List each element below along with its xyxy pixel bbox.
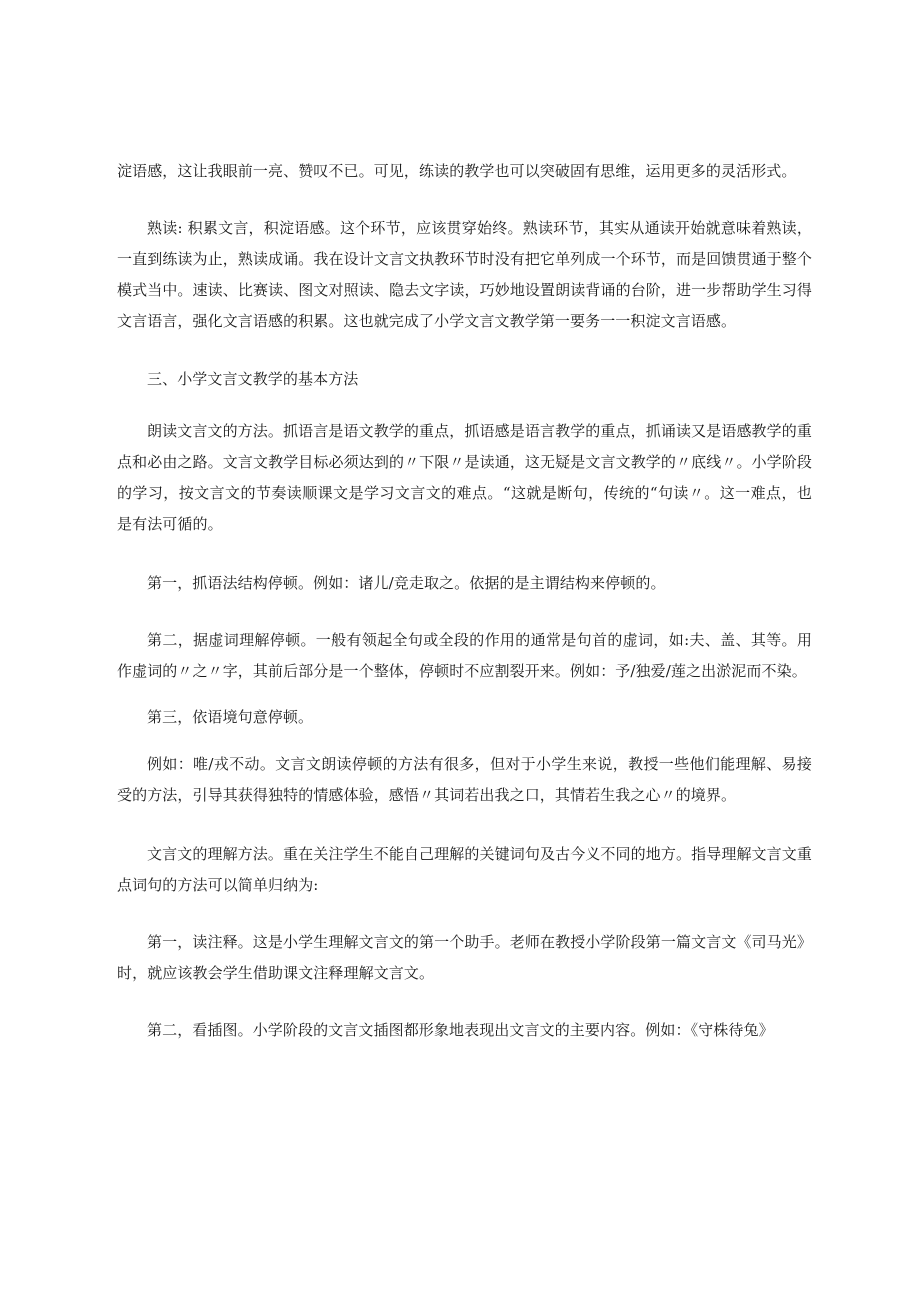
paragraph-second-view-illustrations: 第二，看插图。小学阶段的文言文插图都形象地表现出文言文的主要内容。例如：《守株待兔》 [147, 1021, 774, 1039]
paragraph-example-pause: 例如：唯/戎不动。文言文朗读停顿的方法有很多，但对于小学生来说，教授一些他们能理解、易接受的方法，引导其获得独特的情感体验，感悟〃其词若出我之口，其情若生我之心〃的境界。 [117, 755, 812, 804]
section-heading-basic-methods: 三、小学文言文教学的基本方法 [147, 370, 359, 388]
paragraph-first-grammar-pause: 第一，抓语法结构停顿。例如：诸儿/竞走取之。依据的是主谓结构来停顿的。 [147, 574, 666, 592]
paragraph-reading-method: 朗读文言文的方法。抓语言是语文教学的重点，抓语感是语言教学的重点，抓诵读又是语感教学的重点和必由之路。文言文教学目标必须达到的〃下限〃是读通，这无疑是文言文教学的〃底线〃。小学阶段的学习，按文言文的节奏读顺课文是学习文言文的难点。“这就是断句，传统的“句读〃。这一难点，也是有法可循的。 [117, 422, 812, 533]
paragraph-third-context-pause: 第三，依语境句意停顿。 [147, 708, 314, 726]
document-body [117, 156, 812, 1046]
paragraph-first-read-notes: 第一，读注释。这是小学生理解文言文的第一个助手。老师在教授小学阶段第一篇文言文《司马光》时，就应该教会学生借助课文注释理解文言文。 [117, 933, 812, 982]
paragraph-second-function-word-pause: 第二，据虚词理解停顿。一般有领起全句或全段的作用的通常是句首的虚词，如:夫、盖、其等。用作虚词的〃之〃字，其前后部分是一个整体，停顿时不应割裂开来。例如：予/独爱/莲之出淤泥而不染。 [117, 631, 812, 680]
paragraph-understanding-method: 文言文的理解方法。重在关注学生不能自己理解的关键词句及古今义不同的地方。指导理解文言文重点词句的方法可以简单归纳为: [117, 845, 812, 894]
paragraph-continuation: 淀语感，这让我眼前一亮、赞叹不已。可见，练读的教学也可以突破固有思维，运用更多的灵活形式。 [117, 162, 797, 180]
paragraph-shudu: 熟读: 积累文言，积淀语感。这个环节，应该贯穿始终。熟读环节，其实从通读开始就意味着熟读，一直到练读为止，熟读成诵。我在设计文言文执教环节时没有把它单列成一个环节，而是回馈贯通于整个模式当中。速读、比赛读、图文对照读、隐去文字读，巧妙地设置朗读背诵的台阶，进一步帮助学生习得文言语言，强化文言语感的积累。这也就完成了小学文言文教学第一要务一一积淀文言语感。 [117, 219, 812, 330]
